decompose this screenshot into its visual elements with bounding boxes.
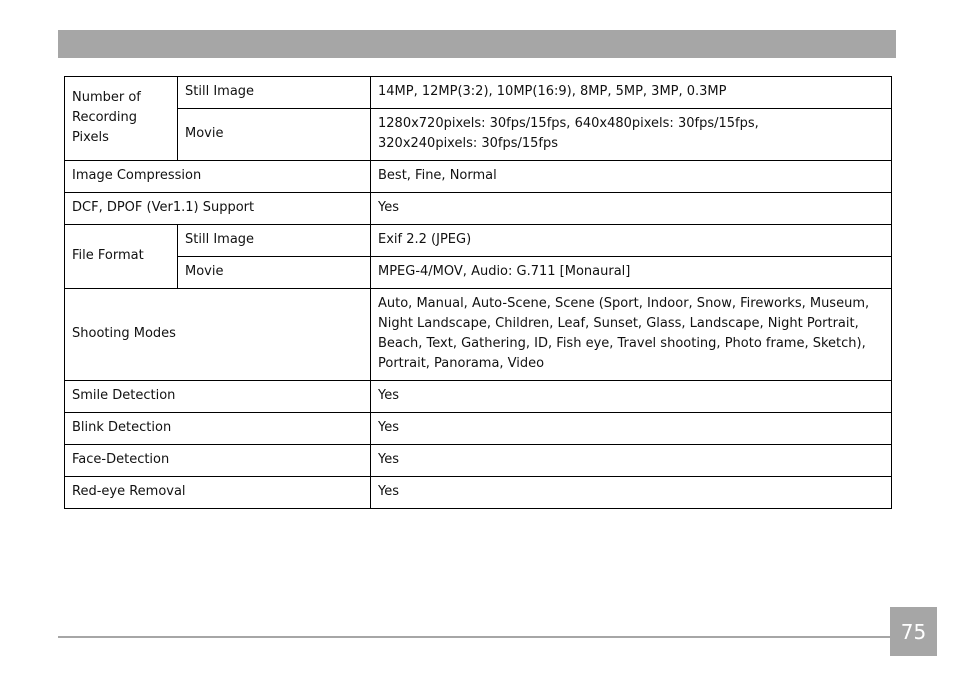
- red-eye-removal-label: Red-eye Removal: [65, 477, 371, 509]
- table-row: [65, 225, 892, 257]
- table-row: [65, 445, 892, 477]
- table-row: [65, 161, 892, 193]
- movie-value-line2: 320x240pixels: 30fps/15fps: [378, 136, 559, 151]
- file-format-still-label: Still Image: [178, 225, 371, 257]
- recording-pixels-label: Number of Recording Pixels: [65, 77, 178, 161]
- table-row: [65, 109, 892, 161]
- table-row: [65, 477, 892, 509]
- page-number: 75: [890, 607, 937, 656]
- file-format-still-value: Exif 2.2 (JPEG): [371, 225, 892, 257]
- recording-pixels-movie-value: [371, 109, 892, 161]
- file-format-movie-label: Movie: [178, 257, 371, 289]
- header-bar: [58, 30, 896, 58]
- table-row: [65, 381, 892, 413]
- smile-detection-label: Smile Detection: [65, 381, 371, 413]
- shooting-modes-value: Auto, Manual, Auto-Scene, Scene (Sport, Indoor, Snow, Fireworks, Museum, Night Landscape, Children, Leaf, Sunset, Glass, Landscape, Night Portrait, Beach, Text, Gathering, ID, Fish eye, Travel shooting, Photo frame, Sketch), Portrait, Panorama, Video: [371, 289, 892, 381]
- file-format-movie-value: MPEG-4/MOV, Audio: G.711 [Monaural]: [371, 257, 892, 289]
- dcf-support-label: DCF, DPOF (Ver1.1) Support: [65, 193, 371, 225]
- image-compression-label: Image Compression: [65, 161, 371, 193]
- footer-divider: [58, 636, 892, 638]
- recording-pixels-still-label: Still Image: [178, 77, 371, 109]
- blink-detection-label: Blink Detection: [65, 413, 371, 445]
- smile-detection-value: Yes: [371, 381, 892, 413]
- recording-pixels-still-value: 14MP, 12MP(3:2), 10MP(16:9), 8MP, 5MP, 3MP, 0.3MP: [371, 77, 892, 109]
- red-eye-removal-value: Yes: [371, 477, 892, 509]
- spec-table: [64, 76, 892, 509]
- image-compression-value: Best, Fine, Normal: [371, 161, 892, 193]
- table-row: [65, 257, 892, 289]
- face-detection-label: Face-Detection: [65, 445, 371, 477]
- table-row: [65, 77, 892, 109]
- blink-detection-value: Yes: [371, 413, 892, 445]
- table-row: [65, 413, 892, 445]
- file-format-label: File Format: [65, 225, 178, 289]
- face-detection-value: Yes: [371, 445, 892, 477]
- shooting-modes-label: Shooting Modes: [65, 289, 371, 381]
- table-row: [65, 193, 892, 225]
- dcf-support-value: Yes: [371, 193, 892, 225]
- table-row: [65, 289, 892, 381]
- recording-pixels-movie-label: Movie: [178, 109, 371, 161]
- movie-value-line1: 1280x720pixels: 30fps/15fps, 640x480pixels: 30fps/15fps,: [378, 116, 759, 131]
